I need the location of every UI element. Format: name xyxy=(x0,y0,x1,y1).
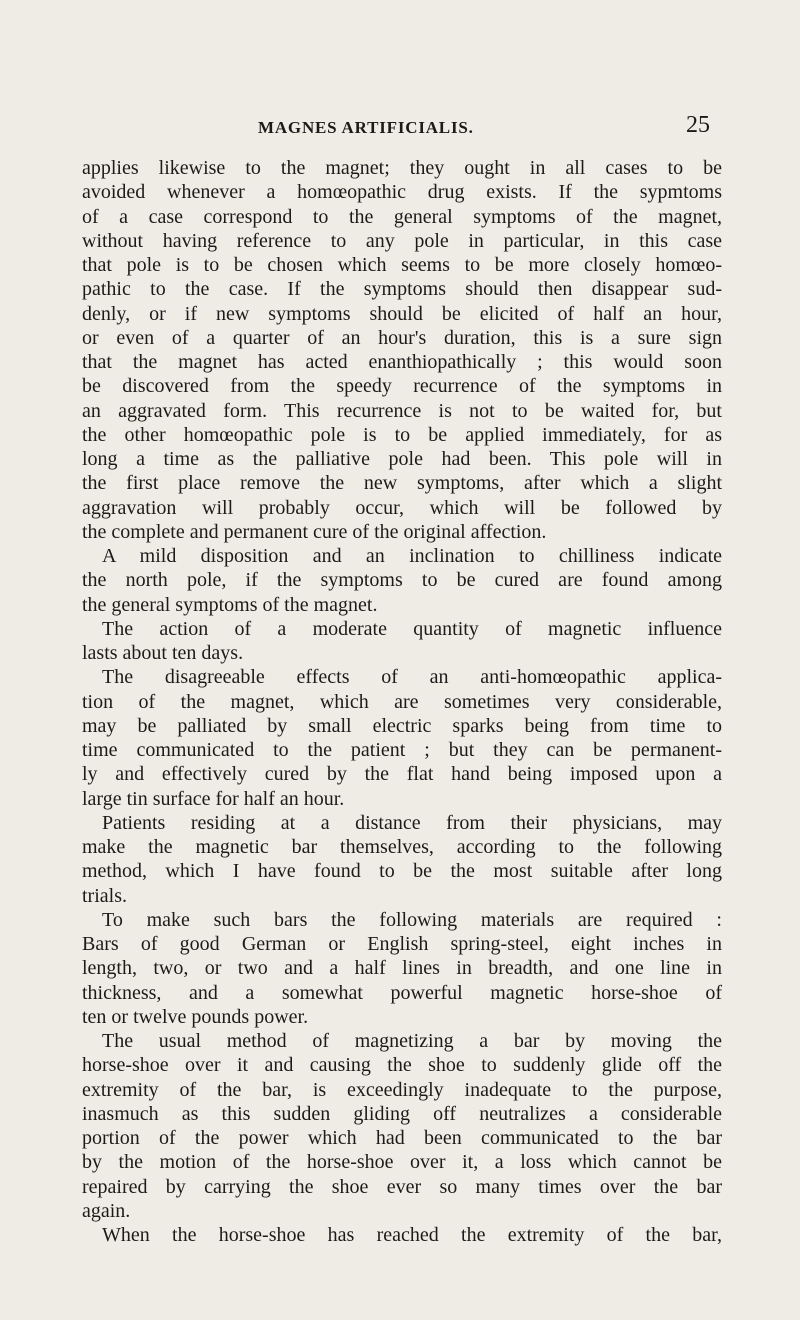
text-line: avoided whenever a homœopathic drug exists. If the sypmtoms xyxy=(82,181,722,204)
text-line: thickness, and a somewhat powerful magnetic horse-shoe of xyxy=(82,981,722,1004)
text-line: without having reference to any pole in particular, in this case xyxy=(82,229,722,252)
text-line: Patients residing at a distance from their physicians, may xyxy=(102,811,722,834)
text-line: A mild disposition and an inclination to chilliness indicate xyxy=(102,545,722,567)
text-line: To make such bars the following materials are required : xyxy=(102,908,722,931)
text-line: that pole is to be chosen which seems to be more closely homœo- xyxy=(82,254,722,276)
text-line: or even of a quarter of an hour's duration, this is a sure sign xyxy=(82,326,722,349)
text-line: The usual method of magnetizing a bar by moving the xyxy=(102,1030,722,1052)
text-line: portion of the power which had been communicated to the bar xyxy=(82,1127,722,1149)
text-line: the complete and permanent cure of the original affection. xyxy=(82,520,547,543)
text-line: method, which I have found to be the most suitable after long xyxy=(82,860,722,883)
text-line: may be palliated by small electric sparks being from time to xyxy=(82,714,722,737)
text-line: When the horse-shoe has reached the extremity of the bar, xyxy=(102,1224,722,1246)
text-line: The disagreeable effects of an anti-homœopathic applica- xyxy=(102,666,722,689)
text-line: by the motion of the horse-shoe over it, a loss which cannot be xyxy=(82,1151,722,1174)
text-line: ten or twelve pounds power. xyxy=(82,1005,309,1028)
text-line: that the magnet has acted enanthiopathically ; this would soon xyxy=(82,351,722,373)
text-line: be discovered from the speedy recurrence of the symptoms in xyxy=(82,375,722,398)
text-line: denly, or if new symptoms should be elicited of half an hour, xyxy=(82,302,722,325)
text-line: Bars of good German or English spring-steel, eight inches in xyxy=(82,933,722,955)
running-title: MAGNES ARTIFICIALIS. xyxy=(258,118,474,137)
text-line: The action of a moderate quantity of magnetic influence xyxy=(102,617,722,640)
body-text xyxy=(82,156,722,1247)
text-line: the north pole, if the symptoms to be cured are found among xyxy=(82,569,722,592)
text-line: repaired by carrying the shoe ever so many times over the bar xyxy=(82,1175,722,1198)
text-line: the first place remove the new symptoms, after which a slight xyxy=(82,472,722,495)
text-line: the general symptoms of the magnet. xyxy=(82,593,378,616)
text-line: ly and effectively cured by the flat hand being imposed upon a xyxy=(82,763,722,786)
text-line: again. xyxy=(82,1199,131,1222)
text-line: horse-shoe over it and causing the shoe to suddenly glide off the xyxy=(82,1054,722,1077)
text-line: trials. xyxy=(82,884,127,907)
text-line: aggravation will probably occur, which will be followed by xyxy=(82,496,722,519)
text-line: pathic to the case. If the symptoms should then disappear sud- xyxy=(82,278,722,301)
text-line: make the magnetic bar themselves, according to the following xyxy=(82,836,722,858)
text-line: length, two, or two and a half lines in breadth, and one line in xyxy=(82,957,722,980)
text-line: time communicated to the patient ; but they can be permanent- xyxy=(82,739,722,761)
text-line: long a time as the palliative pole had been. This pole will in xyxy=(82,448,722,470)
text-line: inasmuch as this sudden gliding off neutralizes a considerable xyxy=(82,1102,722,1125)
page-number: 25 xyxy=(686,112,710,138)
text-line: the other homœopathic pole is to be applied immediately, for as xyxy=(82,423,722,446)
running-head xyxy=(0,112,800,142)
text-line: lasts about ten days. xyxy=(82,642,244,664)
text-line: tion of the magnet, which are sometimes very considerable, xyxy=(82,690,722,713)
text-line: extremity of the bar, is exceedingly inadequate to the purpose, xyxy=(82,1078,722,1101)
text-line: applies likewise to the magnet; they ought in all cases to be xyxy=(82,157,722,179)
text-line: large tin surface for half an hour. xyxy=(82,787,345,810)
text-line: an aggravated form. This recurrence is not to be waited for, but xyxy=(82,399,722,422)
text-line: of a case correspond to the general symptoms of the magnet, xyxy=(82,205,722,228)
